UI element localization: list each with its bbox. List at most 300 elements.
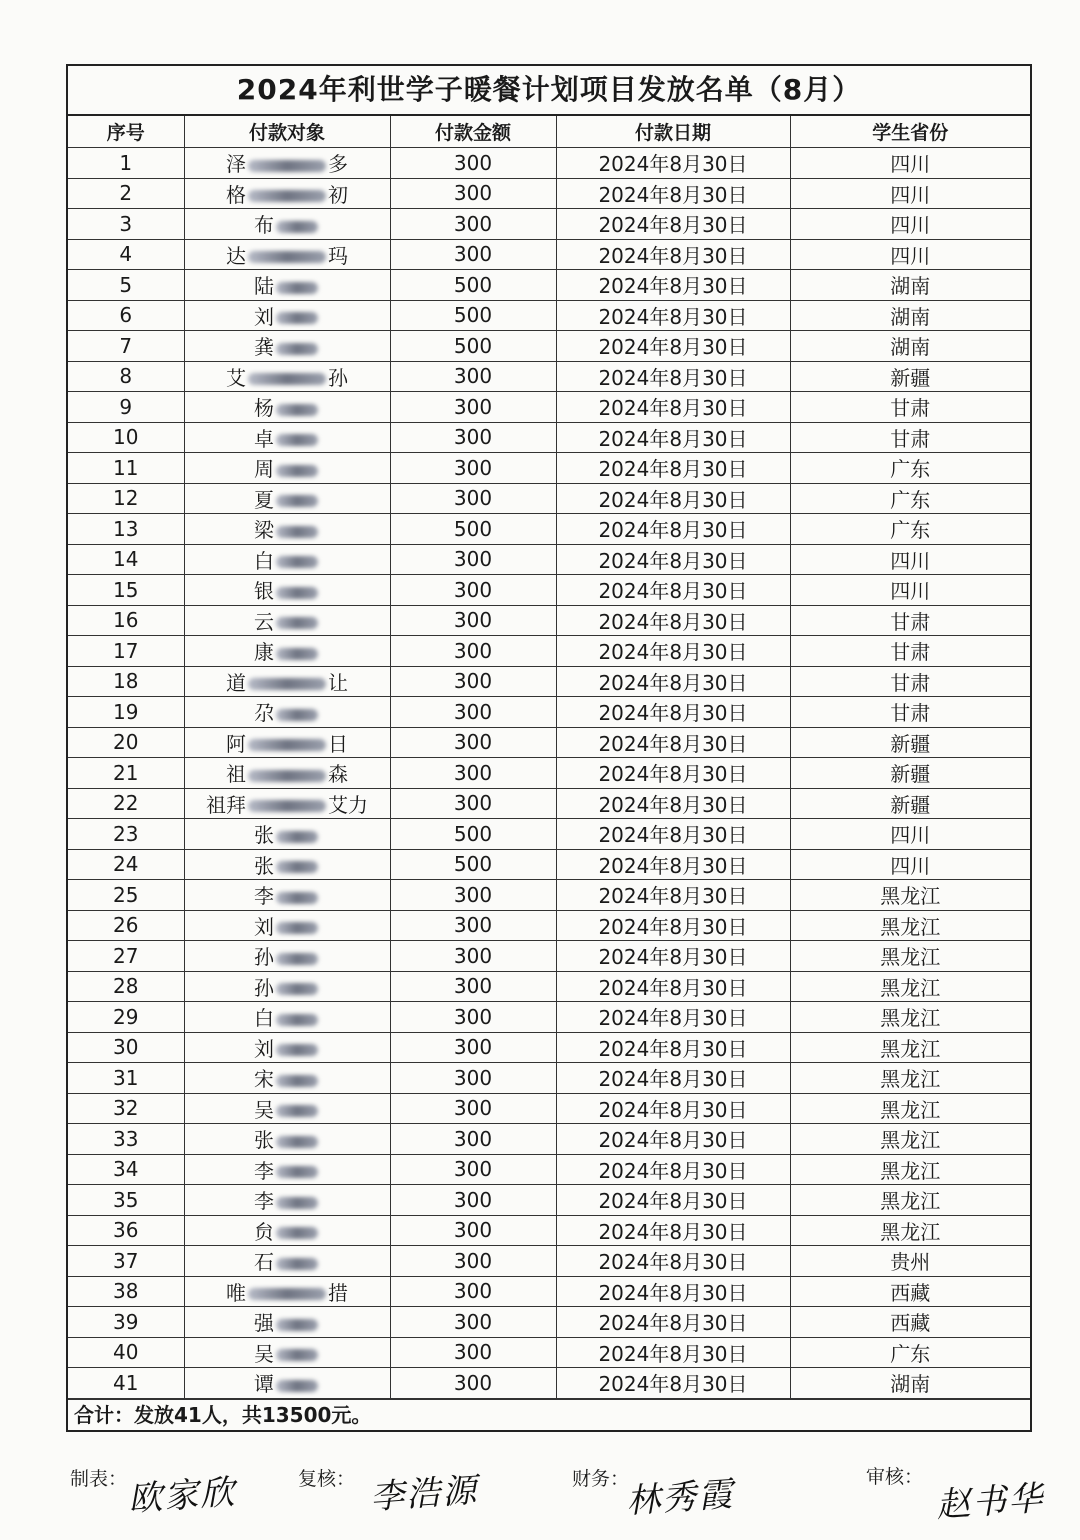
payee-name-prefix: 祖拜 xyxy=(206,792,246,817)
row-amount: 300 xyxy=(390,727,556,758)
row-payee xyxy=(184,178,390,209)
table-row xyxy=(68,727,1030,758)
document-title: 2024年利世学子暖餐计划项目发放名单（8月） xyxy=(68,66,1030,116)
table-row xyxy=(68,392,1030,423)
payee-name-prefix: 张 xyxy=(254,853,274,878)
row-amount: 300 xyxy=(390,941,556,972)
redacted-name-blur xyxy=(276,861,318,873)
table-row xyxy=(68,178,1030,209)
row-payee xyxy=(184,209,390,240)
header-province: 学生省份 xyxy=(790,116,1030,148)
row-province: 甘肃 xyxy=(790,422,1030,453)
payee-name-prefix: 石 xyxy=(254,1250,274,1275)
payee-name-prefix: 孙 xyxy=(254,975,274,1000)
table-row xyxy=(68,1124,1030,1155)
row-date: 2024年8月30日 xyxy=(556,605,790,636)
payee-name-prefix: 张 xyxy=(254,823,274,848)
row-index: 3 xyxy=(68,209,184,240)
payee-name-prefix: 刘 xyxy=(254,1036,274,1061)
row-date: 2024年8月30日 xyxy=(556,1032,790,1063)
row-index: 35 xyxy=(68,1185,184,1216)
row-index: 18 xyxy=(68,666,184,697)
row-payee xyxy=(184,1154,390,1185)
row-amount: 300 xyxy=(390,361,556,392)
payee-name-prefix: 卓 xyxy=(254,426,274,451)
row-index: 23 xyxy=(68,819,184,850)
row-index: 37 xyxy=(68,1246,184,1277)
row-amount: 300 xyxy=(390,575,556,606)
redacted-name-blur xyxy=(276,709,318,721)
payee-name-suffix: 孙 xyxy=(328,365,348,390)
redacted-name-blur xyxy=(276,1197,318,1209)
row-province: 黑龙江 xyxy=(790,1185,1030,1216)
row-amount: 300 xyxy=(390,1185,556,1216)
redacted-name-blur xyxy=(276,922,318,934)
signature-row xyxy=(66,1460,1046,1530)
row-amount: 300 xyxy=(390,971,556,1002)
row-province: 四川 xyxy=(790,849,1030,880)
row-payee xyxy=(184,1215,390,1246)
payee-name-prefix: 谭 xyxy=(254,1372,274,1397)
redacted-name-blur xyxy=(276,617,318,629)
row-amount: 300 xyxy=(390,910,556,941)
row-payee xyxy=(184,453,390,484)
redacted-name-blur xyxy=(276,831,318,843)
row-payee xyxy=(184,544,390,575)
row-date: 2024年8月30日 xyxy=(556,361,790,392)
row-amount: 500 xyxy=(390,270,556,301)
row-amount: 300 xyxy=(390,544,556,575)
payee-name-suffix: 让 xyxy=(328,670,348,695)
header-amount: 付款金额 xyxy=(390,116,556,148)
row-province: 广东 xyxy=(790,483,1030,514)
table-row xyxy=(68,148,1030,179)
table-row xyxy=(68,453,1030,484)
audit-signature: 赵书华 xyxy=(934,1478,1046,1526)
row-province: 甘肃 xyxy=(790,392,1030,423)
row-date: 2024年8月30日 xyxy=(556,514,790,545)
table-row xyxy=(68,1215,1030,1246)
redacted-name-blur xyxy=(276,1380,318,1392)
table-row xyxy=(68,239,1030,270)
row-index: 36 xyxy=(68,1215,184,1246)
row-province: 甘肃 xyxy=(790,666,1030,697)
row-date: 2024年8月30日 xyxy=(556,1063,790,1094)
row-date: 2024年8月30日 xyxy=(556,1002,790,1033)
row-index: 28 xyxy=(68,971,184,1002)
payee-name-prefix: 孙 xyxy=(254,945,274,970)
row-province: 西藏 xyxy=(790,1307,1030,1338)
row-index: 10 xyxy=(68,422,184,453)
row-amount: 300 xyxy=(390,209,556,240)
row-province: 湖南 xyxy=(790,1368,1030,1399)
row-amount: 300 xyxy=(390,1307,556,1338)
payee-name-prefix: 尕 xyxy=(254,701,274,726)
row-index: 5 xyxy=(68,270,184,301)
row-index: 16 xyxy=(68,605,184,636)
row-amount: 500 xyxy=(390,514,556,545)
row-index: 15 xyxy=(68,575,184,606)
redacted-name-blur xyxy=(248,1288,326,1300)
payee-name-prefix: 贠 xyxy=(254,1219,274,1244)
table-row xyxy=(68,1276,1030,1307)
row-date: 2024年8月30日 xyxy=(556,270,790,301)
row-index: 4 xyxy=(68,239,184,270)
row-index: 38 xyxy=(68,1276,184,1307)
table-row xyxy=(68,666,1030,697)
redacted-name-blur xyxy=(276,343,318,355)
row-amount: 500 xyxy=(390,300,556,331)
row-date: 2024年8月30日 xyxy=(556,666,790,697)
table-row xyxy=(68,1154,1030,1185)
payee-name-prefix: 吴 xyxy=(254,1341,274,1366)
row-payee xyxy=(184,971,390,1002)
row-payee xyxy=(184,1368,390,1399)
table-row xyxy=(68,544,1030,575)
row-province: 四川 xyxy=(790,178,1030,209)
row-province: 黑龙江 xyxy=(790,941,1030,972)
payee-name-prefix: 李 xyxy=(254,1158,274,1183)
row-payee xyxy=(184,1185,390,1216)
payee-name-prefix: 银 xyxy=(254,579,274,604)
row-index: 30 xyxy=(68,1032,184,1063)
row-amount: 300 xyxy=(390,1154,556,1185)
total-summary: 合计：发放41人，共13500元。 xyxy=(68,1399,1030,1430)
row-payee xyxy=(184,575,390,606)
row-amount: 300 xyxy=(390,453,556,484)
table-row xyxy=(68,880,1030,911)
payee-name-prefix: 强 xyxy=(254,1311,274,1336)
row-amount: 300 xyxy=(390,697,556,728)
row-date: 2024年8月30日 xyxy=(556,453,790,484)
row-date: 2024年8月30日 xyxy=(556,1185,790,1216)
row-payee xyxy=(184,1337,390,1368)
redacted-name-blur xyxy=(276,953,318,965)
row-province: 黑龙江 xyxy=(790,880,1030,911)
redacted-name-blur xyxy=(248,373,326,385)
table-row xyxy=(68,1368,1030,1399)
payment-table xyxy=(68,116,1030,1399)
table-row xyxy=(68,514,1030,545)
row-amount: 300 xyxy=(390,1124,556,1155)
row-payee xyxy=(184,788,390,819)
row-amount: 500 xyxy=(390,331,556,362)
row-payee xyxy=(184,422,390,453)
payee-name-prefix: 唯 xyxy=(226,1280,246,1305)
row-payee xyxy=(184,636,390,667)
redacted-name-blur xyxy=(276,1014,318,1026)
redacted-name-blur xyxy=(248,190,326,202)
payee-name-prefix: 布 xyxy=(254,213,274,238)
table-row xyxy=(68,758,1030,789)
row-index: 8 xyxy=(68,361,184,392)
row-date: 2024年8月30日 xyxy=(556,148,790,179)
payee-name-suffix: 措 xyxy=(328,1280,348,1305)
redacted-name-blur xyxy=(276,434,318,446)
table-row xyxy=(68,788,1030,819)
payee-name-prefix: 白 xyxy=(254,1006,274,1031)
row-province: 广东 xyxy=(790,453,1030,484)
payee-name-prefix: 李 xyxy=(254,1189,274,1214)
row-province: 黑龙江 xyxy=(790,1154,1030,1185)
row-amount: 300 xyxy=(390,148,556,179)
redacted-name-blur xyxy=(276,282,318,294)
table-row xyxy=(68,483,1030,514)
row-province: 黑龙江 xyxy=(790,1124,1030,1155)
header-index: 序号 xyxy=(68,116,184,148)
row-date: 2024年8月30日 xyxy=(556,178,790,209)
row-amount: 300 xyxy=(390,1093,556,1124)
row-index: 7 xyxy=(68,331,184,362)
reviewed-by-label: 复核： xyxy=(298,1468,356,1490)
row-date: 2024年8月30日 xyxy=(556,300,790,331)
row-province: 西藏 xyxy=(790,1276,1030,1307)
row-index: 27 xyxy=(68,941,184,972)
payee-name-prefix: 格 xyxy=(226,182,246,207)
payee-name-suffix: 日 xyxy=(328,731,348,756)
row-index: 34 xyxy=(68,1154,184,1185)
row-date: 2024年8月30日 xyxy=(556,422,790,453)
payee-name-prefix: 梁 xyxy=(254,518,274,543)
row-payee xyxy=(184,331,390,362)
row-payee xyxy=(184,727,390,758)
row-province: 湖南 xyxy=(790,300,1030,331)
table-row xyxy=(68,849,1030,880)
row-province: 四川 xyxy=(790,239,1030,270)
redacted-name-blur xyxy=(276,1136,318,1148)
row-index: 19 xyxy=(68,697,184,728)
row-payee xyxy=(184,1246,390,1277)
row-index: 41 xyxy=(68,1368,184,1399)
payee-name-prefix: 达 xyxy=(226,243,246,268)
payee-name-prefix: 宋 xyxy=(254,1067,274,1092)
table-row xyxy=(68,910,1030,941)
row-payee xyxy=(184,758,390,789)
redacted-name-blur xyxy=(276,648,318,660)
row-province: 黑龙江 xyxy=(790,910,1030,941)
row-payee xyxy=(184,697,390,728)
row-date: 2024年8月30日 xyxy=(556,941,790,972)
row-province: 四川 xyxy=(790,819,1030,850)
redacted-name-blur xyxy=(276,587,318,599)
table-row xyxy=(68,300,1030,331)
row-index: 13 xyxy=(68,514,184,545)
row-index: 9 xyxy=(68,392,184,423)
row-province: 湖南 xyxy=(790,331,1030,362)
row-index: 17 xyxy=(68,636,184,667)
row-province: 四川 xyxy=(790,209,1030,240)
row-amount: 300 xyxy=(390,1246,556,1277)
table-row xyxy=(68,941,1030,972)
row-index: 32 xyxy=(68,1093,184,1124)
row-index: 2 xyxy=(68,178,184,209)
row-payee xyxy=(184,666,390,697)
row-index: 26 xyxy=(68,910,184,941)
row-province: 四川 xyxy=(790,148,1030,179)
redacted-name-blur xyxy=(248,800,326,812)
redacted-name-blur xyxy=(276,221,318,233)
row-date: 2024年8月30日 xyxy=(556,819,790,850)
table-row xyxy=(68,1032,1030,1063)
finance-label: 财务： xyxy=(572,1468,630,1490)
payee-name-suffix: 初 xyxy=(328,182,348,207)
redacted-name-blur xyxy=(276,892,318,904)
row-amount: 300 xyxy=(390,1368,556,1399)
row-payee xyxy=(184,392,390,423)
payee-name-prefix: 吴 xyxy=(254,1097,274,1122)
row-date: 2024年8月30日 xyxy=(556,1337,790,1368)
row-index: 24 xyxy=(68,849,184,880)
row-province: 黑龙江 xyxy=(790,971,1030,1002)
table-row xyxy=(68,697,1030,728)
row-province: 贵州 xyxy=(790,1246,1030,1277)
row-date: 2024年8月30日 xyxy=(556,544,790,575)
finance-signature: 林秀霞 xyxy=(624,1474,736,1522)
table-row xyxy=(68,1307,1030,1338)
row-payee xyxy=(184,148,390,179)
row-date: 2024年8月30日 xyxy=(556,1124,790,1155)
row-index: 20 xyxy=(68,727,184,758)
prepared-by-label: 制表： xyxy=(70,1468,128,1490)
row-province: 甘肃 xyxy=(790,636,1030,667)
payee-name-prefix: 刘 xyxy=(254,304,274,329)
row-province: 黑龙江 xyxy=(790,1215,1030,1246)
payee-name-prefix: 李 xyxy=(254,884,274,909)
redacted-name-blur xyxy=(276,1349,318,1361)
row-payee xyxy=(184,941,390,972)
payee-name-prefix: 康 xyxy=(254,640,274,665)
row-amount: 300 xyxy=(390,239,556,270)
row-payee xyxy=(184,1002,390,1033)
redacted-name-blur xyxy=(248,251,326,263)
redacted-name-blur xyxy=(276,1227,318,1239)
reviewed-by-signature: 李浩源 xyxy=(368,1470,480,1518)
row-payee xyxy=(184,880,390,911)
redacted-name-blur xyxy=(276,1166,318,1178)
redacted-name-blur xyxy=(276,983,318,995)
row-index: 6 xyxy=(68,300,184,331)
row-index: 29 xyxy=(68,1002,184,1033)
row-date: 2024年8月30日 xyxy=(556,788,790,819)
row-amount: 500 xyxy=(390,849,556,880)
row-province: 黑龙江 xyxy=(790,1063,1030,1094)
row-date: 2024年8月30日 xyxy=(556,1154,790,1185)
row-date: 2024年8月30日 xyxy=(556,910,790,941)
row-date: 2024年8月30日 xyxy=(556,331,790,362)
row-date: 2024年8月30日 xyxy=(556,880,790,911)
row-date: 2024年8月30日 xyxy=(556,1215,790,1246)
redacted-name-blur xyxy=(276,1075,318,1087)
row-amount: 300 xyxy=(390,483,556,514)
payee-name-suffix: 森 xyxy=(328,762,348,787)
row-payee xyxy=(184,605,390,636)
row-payee xyxy=(184,270,390,301)
row-amount: 300 xyxy=(390,758,556,789)
table-row xyxy=(68,1246,1030,1277)
table-header-row xyxy=(68,116,1030,148)
header-payee: 付款对象 xyxy=(184,116,390,148)
payee-name-suffix: 艾力 xyxy=(328,792,368,817)
row-province: 四川 xyxy=(790,544,1030,575)
row-amount: 300 xyxy=(390,1276,556,1307)
row-payee xyxy=(184,300,390,331)
redacted-name-blur xyxy=(276,556,318,568)
redacted-name-blur xyxy=(276,1044,318,1056)
row-amount: 300 xyxy=(390,422,556,453)
row-payee xyxy=(184,514,390,545)
row-province: 甘肃 xyxy=(790,697,1030,728)
payee-name-prefix: 白 xyxy=(254,548,274,573)
table-row xyxy=(68,1093,1030,1124)
row-date: 2024年8月30日 xyxy=(556,636,790,667)
row-date: 2024年8月30日 xyxy=(556,1368,790,1399)
redacted-name-blur xyxy=(276,404,318,416)
redacted-name-blur xyxy=(276,1319,318,1331)
row-index: 33 xyxy=(68,1124,184,1155)
payee-name-prefix: 泽 xyxy=(226,152,246,177)
row-province: 黑龙江 xyxy=(790,1002,1030,1033)
table-row xyxy=(68,361,1030,392)
row-payee xyxy=(184,361,390,392)
row-amount: 300 xyxy=(390,1337,556,1368)
row-province: 新疆 xyxy=(790,788,1030,819)
row-index: 25 xyxy=(68,880,184,911)
payee-name-suffix: 多 xyxy=(328,152,348,177)
row-date: 2024年8月30日 xyxy=(556,575,790,606)
redacted-name-blur xyxy=(248,160,326,172)
row-province: 四川 xyxy=(790,575,1030,606)
row-payee xyxy=(184,1307,390,1338)
row-amount: 300 xyxy=(390,1063,556,1094)
table-row xyxy=(68,575,1030,606)
redacted-name-blur xyxy=(276,465,318,477)
redacted-name-blur xyxy=(276,1105,318,1117)
table-row xyxy=(68,1185,1030,1216)
row-index: 39 xyxy=(68,1307,184,1338)
row-amount: 300 xyxy=(390,880,556,911)
row-date: 2024年8月30日 xyxy=(556,849,790,880)
row-index: 21 xyxy=(68,758,184,789)
payee-name-prefix: 张 xyxy=(254,1128,274,1153)
row-index: 31 xyxy=(68,1063,184,1094)
row-date: 2024年8月30日 xyxy=(556,727,790,758)
redacted-name-blur xyxy=(276,312,318,324)
payee-name-prefix: 云 xyxy=(254,609,274,634)
row-amount: 300 xyxy=(390,605,556,636)
redacted-name-blur xyxy=(248,770,326,782)
row-date: 2024年8月30日 xyxy=(556,209,790,240)
payee-name-prefix: 陆 xyxy=(254,274,274,299)
row-province: 广东 xyxy=(790,514,1030,545)
row-amount: 300 xyxy=(390,636,556,667)
payee-name-prefix: 龚 xyxy=(254,335,274,360)
table-row xyxy=(68,1063,1030,1094)
table-row xyxy=(68,819,1030,850)
row-payee xyxy=(184,483,390,514)
table-row xyxy=(68,1337,1030,1368)
prepared-by-signature: 欧家欣 xyxy=(126,1472,238,1520)
row-province: 湖南 xyxy=(790,270,1030,301)
table-row xyxy=(68,331,1030,362)
row-payee xyxy=(184,910,390,941)
table-row xyxy=(68,209,1030,240)
payee-name-prefix: 杨 xyxy=(254,396,274,421)
row-province: 黑龙江 xyxy=(790,1093,1030,1124)
row-date: 2024年8月30日 xyxy=(556,1307,790,1338)
row-province: 甘肃 xyxy=(790,605,1030,636)
row-date: 2024年8月30日 xyxy=(556,392,790,423)
row-index: 1 xyxy=(68,148,184,179)
